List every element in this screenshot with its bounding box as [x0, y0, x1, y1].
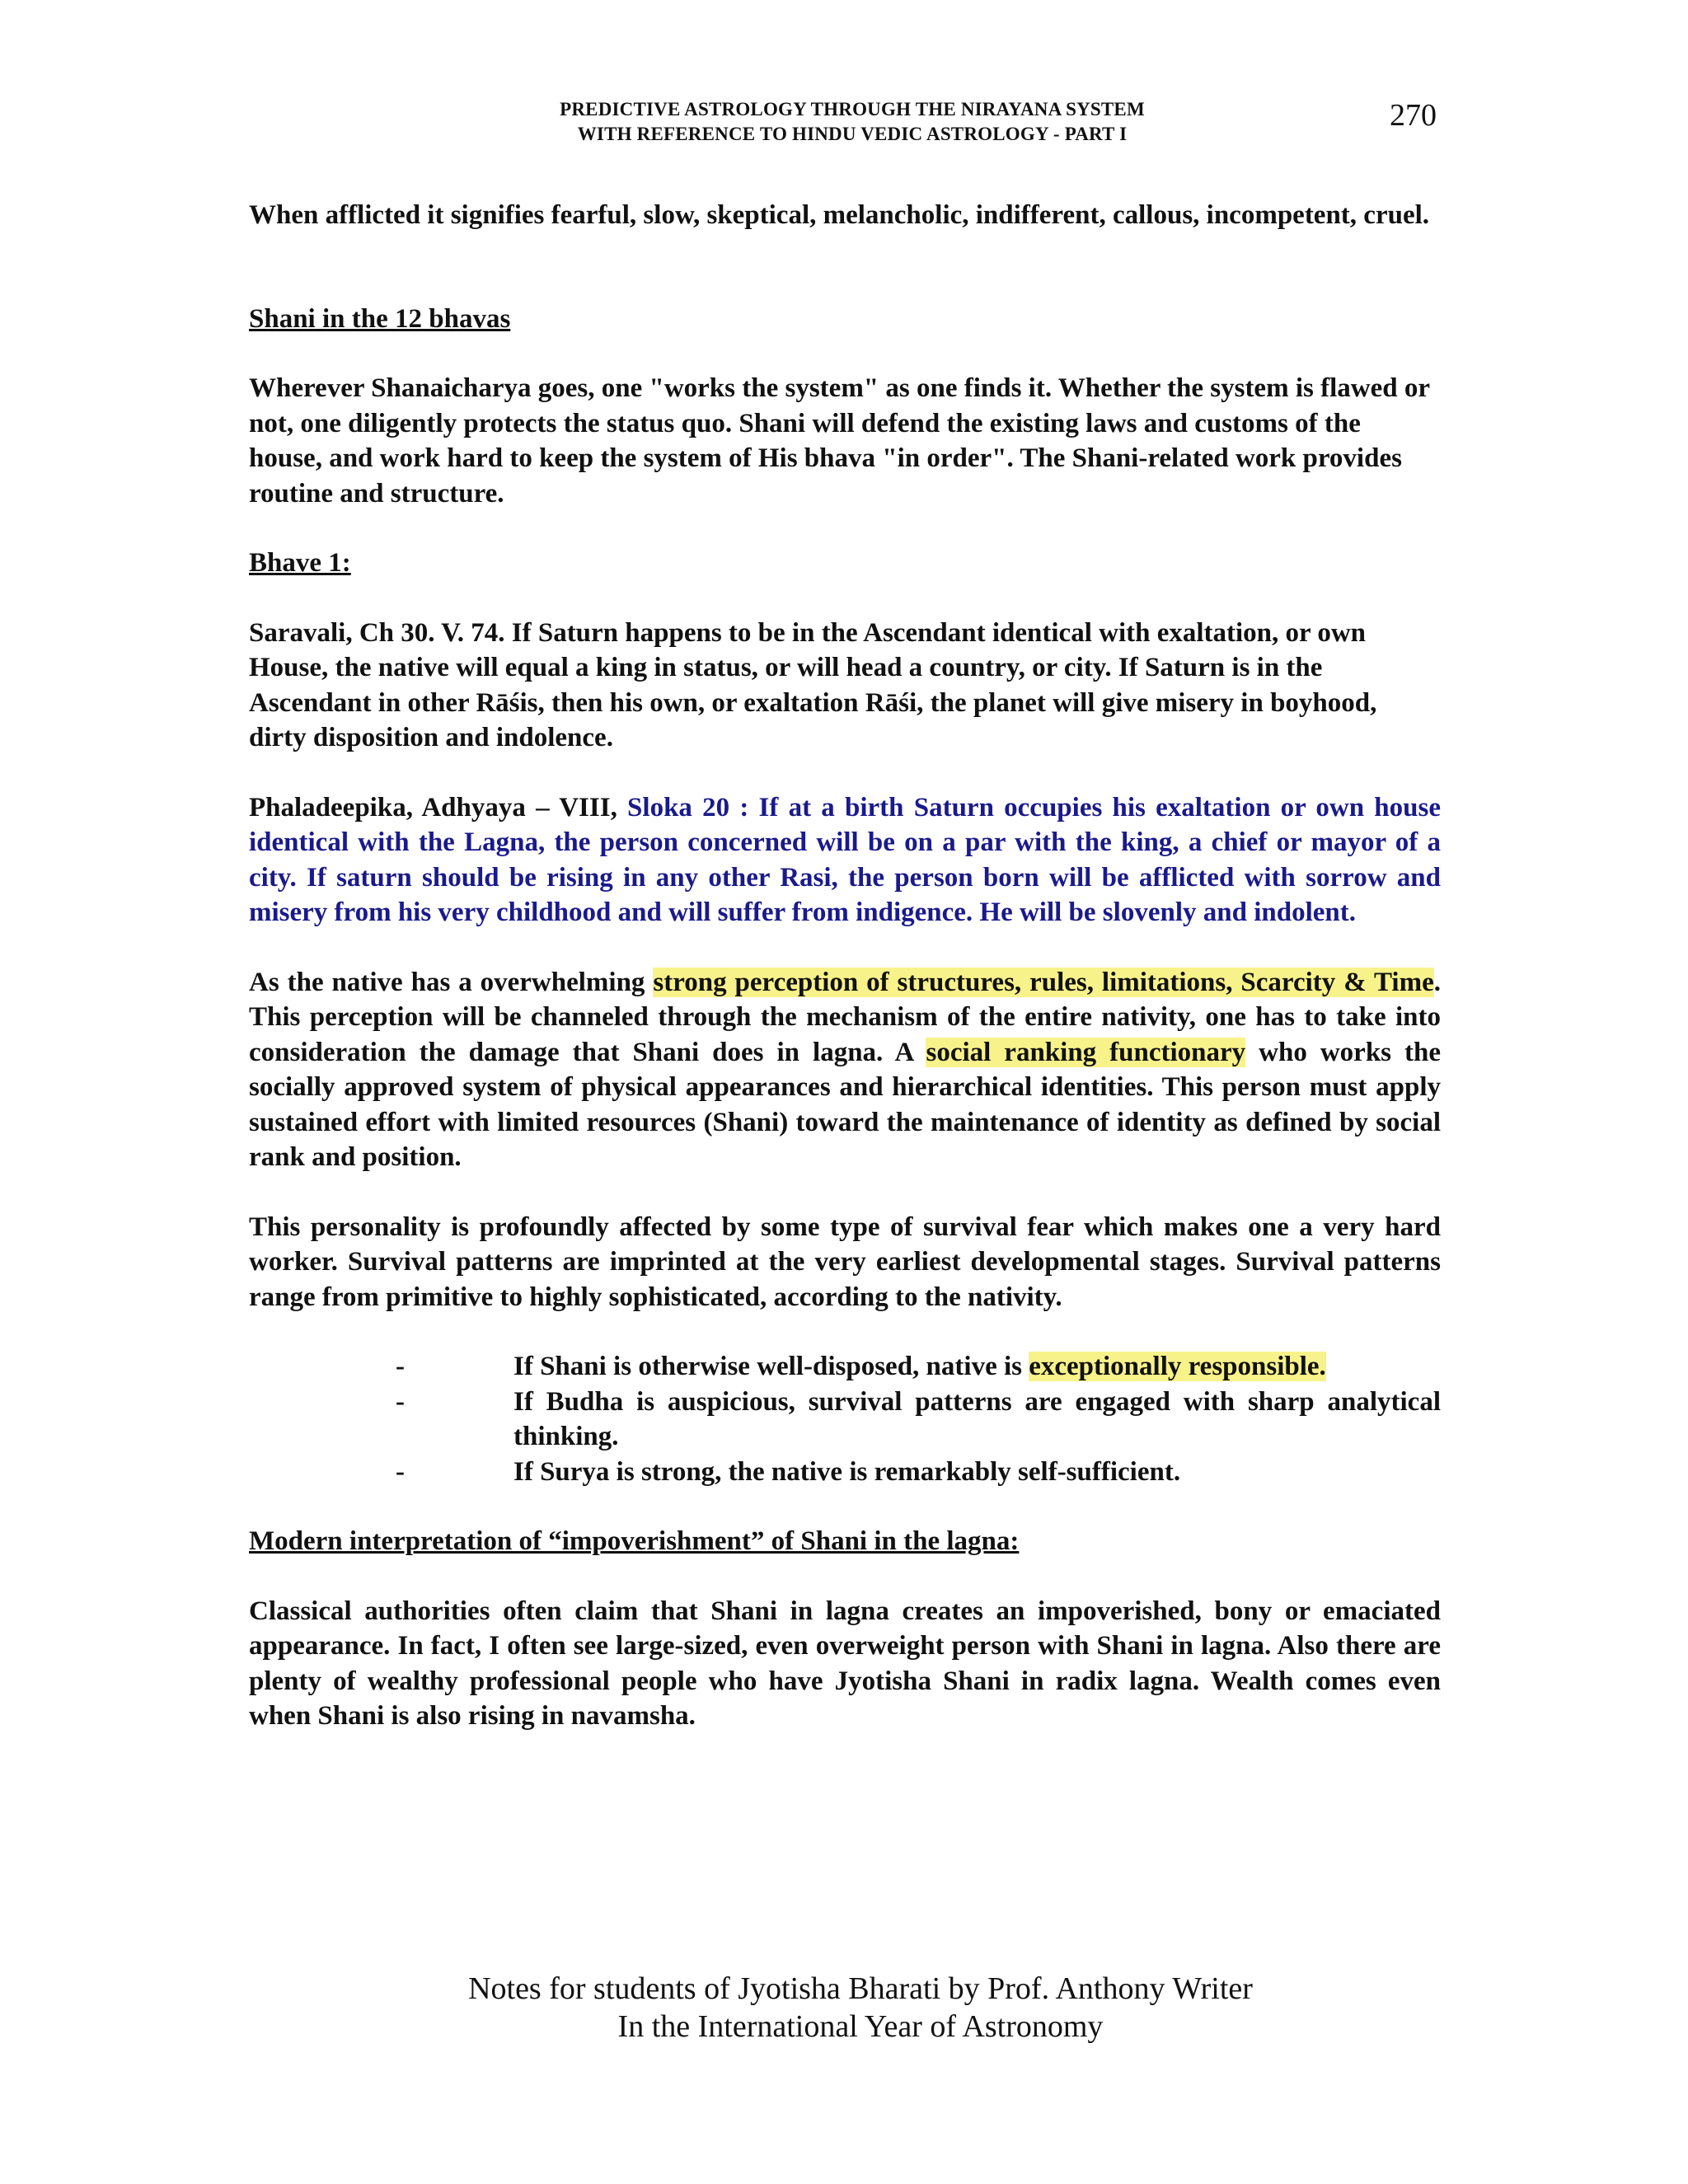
highlight-social-ranking: social ranking functionary	[926, 1037, 1246, 1067]
paragraph-personality: This personality is profoundly affected by some type of survival fear which makes one a very hard worker. Survival patterns are imprinted at the very earliest developmental stages. Survival patterns range from primitive to highly sophisticated, according to the nativity.	[249, 1212, 1441, 1312]
native-text-1: As the native has a overwhelming	[249, 967, 654, 997]
native-text-2: . This perception will be channeled through the mechanism of the entire nativity, one has to take into consideration the damage that Shani does in lagna. A	[249, 967, 1441, 1067]
footer-line-1: Notes for students of Jyotisha Bharati by Prof. Anthony Writer	[468, 1971, 1253, 2006]
highlight-perception: strong perception of structures, rules, limitations, Scarcity & Time	[653, 967, 1434, 997]
list-item	[249, 1349, 1441, 1385]
heading-modern-interpretation: Modern interpretation of “impoverishment” of Shani in the lagna:	[249, 1526, 1020, 1556]
paragraph-classical: Classical authorities often claim that Shani in lagna creates an impoverished, bony or emaciated appearance. In fact, I often see large-sized, even overweight person with Shani in lagna. Also there are plenty of wealthy professional people who have Jyotisha Shani in radix lagna. Wealth comes even when Shani is also rising in navamsha.	[249, 1596, 1441, 1731]
bullet-dash: -	[396, 1456, 405, 1487]
footer-line-2: In the International Year of Astronomy	[617, 2009, 1104, 2044]
page-body	[249, 198, 1441, 1734]
header-line-1: PREDICTIVE ASTROLOGY THROUGH THE NIRAYANA SYSTEM	[560, 99, 1145, 120]
paragraph-wherever: Wherever Shanaicharya goes, one "works the system" as one finds it. Whether the system is flawed or not, one diligently protects the status quo. Shani will defend the existing laws and customs of the house, and work hard to keep the system of His bhava "in order". The Shani-related work provides routine and structure.	[249, 373, 1430, 509]
list-item	[249, 1455, 1441, 1490]
heading-shani-in-bhavas: Shani in the 12 bhavas	[249, 303, 511, 334]
paragraph-saravali: Saravali, Ch 30. V. 74. If Saturn happens to be in the Ascendant identical with exaltation, or own House, the native will equal a king in status, or will head a country, or city. If Saturn is in the Ascendant in other Rāśis, then his own, or exaltation Rāśi, the planet will give misery in boyhood, dirty disposition and indolence.	[249, 617, 1377, 752]
native-text-3: who works the socially approved system of physical appearances and hierarchical identities. This person must apply sustained effort with limited resources (Shani) toward the maintenance of identity as defined by social rank and position.	[249, 1037, 1441, 1172]
phaladeepika-source: Phaladeepika, Adhyaya – VIII,	[249, 792, 628, 823]
highlight-responsible: exceptionally responsible.	[1029, 1352, 1326, 1381]
list-item	[249, 1385, 1441, 1455]
bullet-dash: -	[396, 1386, 405, 1417]
phaladeepika-sloka-quote: Sloka 20 : If at a birth Saturn occupies his exaltation or own house identical with the Lagna, the person concerned will be on a par with the king, a chief or mayor of a city. If saturn should be rising in any other Rasi, the person born will be afflicted with sorrow and misery from his very childhood and will suffer from indigence. He will be slovenly and indolent.	[249, 792, 1441, 927]
paragraph-afflicted: When afflicted it signifies fearful, slow, skeptical, melancholic, indifferent, callous, incompetent, cruel.	[249, 200, 1430, 230]
bullet-2-text: If Budha is auspicious, survival patterns are engaged with sharp analytical thinking.	[513, 1386, 1441, 1451]
bullet-list	[249, 1349, 1441, 1489]
bullet-3-text: If Surya is strong, the native is remarkably self-sufficient.	[513, 1456, 1181, 1487]
paragraph-native-perception	[249, 965, 1441, 1175]
heading-bhave-1: Bhave 1:	[249, 548, 351, 578]
bullet-dash: -	[396, 1352, 405, 1381]
paragraph-phaladeepika	[249, 790, 1441, 930]
header-line-2: WITH REFERENCE TO HINDU VEDIC ASTROLOGY - PART I	[577, 124, 1128, 144]
bullet-1-text: If Shani is otherwise well-disposed, native is	[513, 1352, 1029, 1381]
page-footer	[0, 1970, 1688, 2046]
page-number: 270	[1390, 98, 1437, 133]
